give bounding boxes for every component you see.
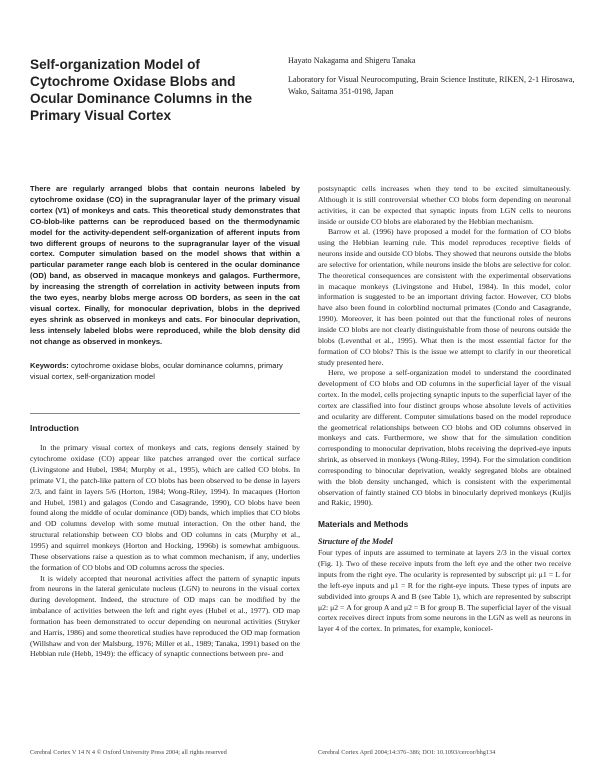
author-names: Hayato Nakagama and Shigeru Tanaka [288,56,416,65]
structure-subheading: Structure of the Model [318,537,393,547]
methods-heading: Materials and Methods [318,519,409,530]
body-paragraph-1: postsynaptic cells increases when they tend to be excited simultaneously. Although it is still controversial whether CO blobs form depending on neuronal activities, it can be expected that synaptic inputs from LGN cells to neurons inside or outside CO blobs are elaborated by the Hebbian mechanism. [318,184,571,226]
introduction-heading: Introduction [30,423,79,434]
body-paragraph-3: Here, we propose a self-organization model to understand the coordinated development of CO blobs and OD columns in the superficial layer of the visual cortex. In the model, cells projecting synaptic inputs to the superficial layer of the cortex are classified into four distinct groups whose absolute levels of activities and ocularity are different. Computer simulations based on the model reproduce the geometrical relationships between CO blobs and OD columns observed in monkeys and cats. Furthermore, we show that for the simulation condition corresponding to monocular deprivation, blobs receiving the deprived-eye inputs shrink, as observed in monkeys (Wong-Riley, 1994). For the simulation condition corresponding to binocular deprivation, weakly segregated blobs are obtained with the blob density unchanged, which is consistent with the experimental observation of faintly stained CO blobs in binocularly deprived monkeys (Kuljis and Rakic, 1990). [318,368,571,508]
left-column [30,184,300,660]
methods-paragraph-1: Four types of inputs are assumed to terminate at layers 2/3 in the visual cortex (Fig. 1). Two of these receive inputs from the left eye and the other two receive inputs from the right eye. The ocularity is represented by subscript μi: μ1 = L for the left-eye inputs and μ1 = R for the right-eye inputs. These types of inputs are subdivided into groups A and B (see Table 1), which are represented by subscript μ2: μ2 = A for group A and μ2 = B for group B. The superficial layer of the visual cortex receives direct inputs from some neurons in the LGN as well as neurons in layer 4 of the cortex. In primates, for example, koniocel- [318,548,571,634]
intro-paragraph-1: In the primary visual cortex of monkeys and cats, regions densely stained by cytochrome oxidase (CO) appear like patches arranged over the cortical surface (Livingstone and Hubel, 1984; Murphy et al., 1995), which are called CO blobs. In primate V1, the patch-like pattern of CO blobs has been observed to be dense in layers 2/3, and faint in layers 5/6 (Horton, 1984; Wong-Riley, 1994). In macaques (Horton and Hubel, 1981) and galagos (Condo and Casagrande, 1990), CO blobs have been found along the middle of ocular dominance (OD) bands, which implies that CO blobs and OD columns develop with some mutual interaction. On the other hand, the structural relationship between CO blobs and OD columns in cats (Murphy et al., 1995) and squirrel monkeys (Horton and Hocking, 1996b) is somewhat ambiguous. These observations raise a question as to what common mechanism, if any, underlies the formation of CO blobs and OD columns across the species. [30,443,300,572]
article-title: Self-organization Model of Cytochrome Oxidase Blobs and Ocular Dominance Columns in the Primary Visual Cortex [30,57,253,123]
body-paragraph-2: Barrow et al. (1996) have proposed a model for the formation of CO blobs using the Hebbian learning rule. This model reproduces receptive fields of neurons inside and outside CO blobs. They showed that neurons outside the blobs are selective for orientation, while neurons inside the blobs are selective for color. The theoretical consequences are consistent with the experimental observations in macaque monkeys (Livingstone and Hubel, 1984). In this model, color information is suggested to be an important driving factor. However, CO blobs have also been found in colorblind nocturnal primates (Condo and Casagrande, 1990). Moreover, it has been pointed out that the functional roles of neurons inside CO blobs are not clearly distinguishable from those of neurons outside the blobs (Leventhal et al., 1995). What then is the most essential factor for the formation of CO blobs? This is the issue we attempt to clarify in our theoretical study presented here. [318,227,571,367]
footer-left: Cerebral Cortex V 14 N 4 © Oxford University Press 2004; all rights reserved [30,749,227,756]
author-block [288,56,578,97]
abstract: There are regularly arranged blobs that contain neurons labeled by cytochrome oxidase (CO) in the supragranular layer of the primary visual cortex (V1) of monkeys and cats. This theoretical study demonstrates that CO-blob-like patterns can be reproduced based on the thermodynamic model for the activity-dependent self-organization of afferent inputs from two different groups of neurons to the supragranular layer of the visual cortex. Computer simulation based on the model shows that within a particular parameter range each blob is centered in the ocular dominance (OD) band, as observed in macaque monkeys and galagos. Furthermore, by increasing the strength of correlation in activity between inputs from the two eyes, nearby blobs merge across OD borders, as seen in the cat visual cortex. Finally, for monocular deprivation, blobs in the deprived eyes shrink as observed in monkeys and cats. For binocular deprivation, less intensely labeled blobs were reproduced, while the blob density did not change as observed in monkeys. [30,184,300,346]
keywords [30,361,300,383]
keywords-text: cytochrome oxidase blobs, ocular dominance columns, primary visual cortex, self-organization model [30,360,283,381]
keywords-label: Keywords: [30,360,69,370]
right-column [318,184,571,635]
author-affiliation: Laboratory for Visual Neurocomputing, Brain Science Institute, RIKEN, 2-1 Hirosawa, Wako, Saitama 351-0198, Japan [288,75,575,96]
footer-right: Cerebral Cortex April 2004;14:376–386; DOI: 10.1093/cercor/bhg134 [318,749,496,756]
section-divider [30,413,300,414]
intro-paragraph-2: It is widely accepted that neuronal activities affect the pattern of synaptic inputs from neurons in the lateral geniculate nucleus (LGN) to neurons in the visual cortex during development. Indeed, the structure of OD maps can be modified by the imbalance of activities between the left and right eyes (Hubel et al., 1977). OD map formation has been demonstrated to occur depending on neuronal activities (Stryker and Harris, 1986) and some theoretical studies have reproduced the OD map formation (Willshaw and von der Malsburg, 1976; Miller et al., 1989; Tanaka, 1991) based on the Hebbian rule (Hebb, 1949): the efficacy of synaptic connections between pre- and [30,573,300,659]
